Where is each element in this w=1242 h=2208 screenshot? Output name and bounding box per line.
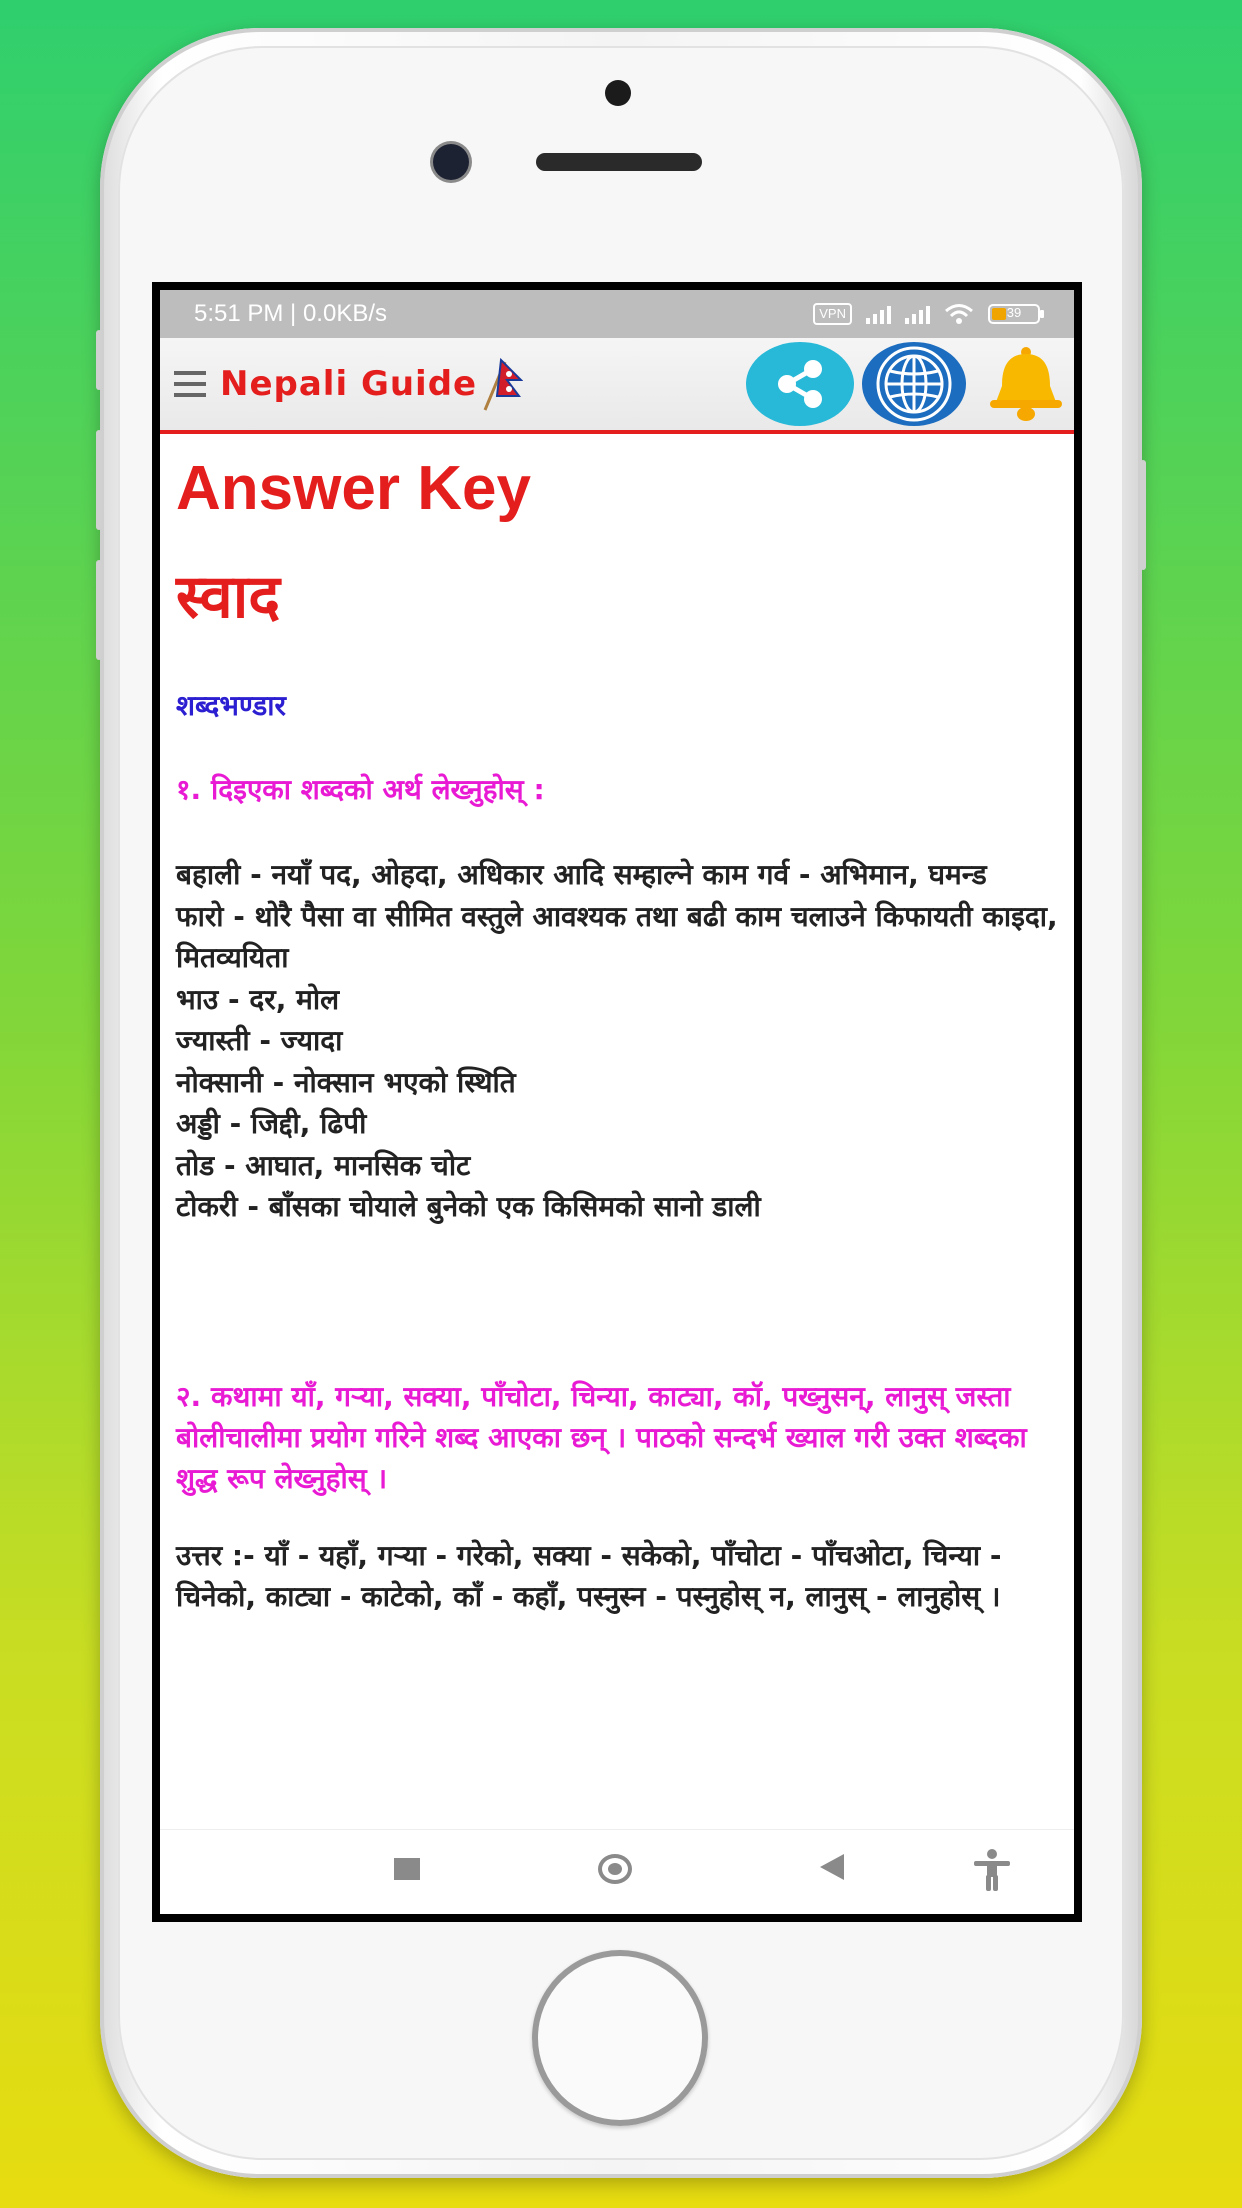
status-time: 5:51 PM | 0.0KB/s <box>194 300 387 327</box>
accessibility-icon[interactable] <box>972 1848 1012 1892</box>
share-button[interactable] <box>746 342 854 426</box>
notification-button[interactable] <box>982 344 1070 424</box>
bell-icon <box>984 346 1068 422</box>
page-heading: Answer Key <box>176 454 531 523</box>
answer-item: टोकरी - बाँसका चोयाले बुनेको एक किसिमको सानो डाली <box>176 1190 761 1224</box>
phone-screen <box>152 282 1082 1922</box>
home-button[interactable] <box>532 1950 708 2126</box>
app-bar <box>160 338 1074 434</box>
answer-item: नोक्सानी - नोक्सान भएको स्थिति <box>176 1065 516 1099</box>
share-icon <box>769 353 831 415</box>
answer-2: उत्तर :- याँ - यहाँ, गऱ्या - गरेको, सक्या - सकेको, पाँचोटा - पाँचओटा, चिन्या - चिनेको, काट्या - काटेको, काँ - कहाँ, पस्नुस्न - पस्नुहोस् न, लानुस् - लानुहोस् । <box>176 1538 1002 1614</box>
answer-item: बहाली - नयाँ पद, ओहदा, अधिकार आदि सम्हाल्ने काम गर्व - अभिमान, घमन्ड <box>176 858 987 892</box>
section-vocabulary: शब्दभण्डार <box>176 689 286 723</box>
status-bar <box>160 290 1074 338</box>
hamburger-menu-icon[interactable] <box>174 371 206 397</box>
app-screen <box>160 290 1074 1914</box>
nepal-flag-icon <box>479 356 523 412</box>
lesson-title: स्वाद <box>176 562 281 633</box>
answer-item: भाउ - दर, मोल <box>176 982 340 1016</box>
website-button[interactable] <box>862 342 966 426</box>
home-nav-icon[interactable] <box>598 1854 632 1884</box>
article-content <box>160 434 1074 1618</box>
phone-volume-up <box>96 430 102 530</box>
phone-sensor <box>605 80 631 106</box>
answer-item: ज्यास्ती - ज्यादा <box>176 1024 343 1058</box>
answer-item: फारो - थोरै पैसा वा सीमित वस्तुले आवश्यक तथा बढी काम चलाउने किफायती काइदा, मितव्ययिता <box>176 899 1058 975</box>
globe-icon <box>874 344 954 424</box>
phone-mute-switch <box>96 330 102 390</box>
answer-list <box>176 854 1058 1228</box>
app-title: Nepali Guide <box>220 364 478 404</box>
front-camera <box>433 144 469 180</box>
battery-icon <box>988 304 1040 324</box>
battery-level: 39 <box>1006 305 1022 320</box>
recent-apps-icon[interactable] <box>394 1858 420 1880</box>
status-icons <box>813 303 1040 325</box>
answer-item: तोड - आघात, मानसिक चोट <box>176 1148 471 1182</box>
android-nav-bar <box>160 1829 1074 1914</box>
question-1: १. दिइएका शब्दको अर्थ लेख्नुहोस् : <box>176 773 545 807</box>
signal-icon <box>866 304 891 324</box>
answer-item: अड्डी - जिद्दी, ढिपी <box>176 1107 367 1141</box>
earpiece-speaker <box>536 153 702 171</box>
phone-volume-down <box>96 560 102 660</box>
wifi-icon <box>944 303 974 325</box>
phone-power-button <box>1140 460 1146 570</box>
vpn-badge: VPN <box>813 303 852 325</box>
signal-icon-2 <box>905 304 930 324</box>
question-2: २. कथामा याँ, गऱ्या, सक्या, पाँचोटा, चिन्या, काट्या, कॉ, पख्नुसन्, लानुस् जस्ता बोलीचालीमा प्रयोग गरिने शब्द आएका छन् । पाठको सन्दर्भ ख्याल गरी उक्त शब्दका शुद्ध रूप लेख्नुहोस् । <box>176 1379 1027 1495</box>
back-icon[interactable] <box>820 1854 844 1880</box>
